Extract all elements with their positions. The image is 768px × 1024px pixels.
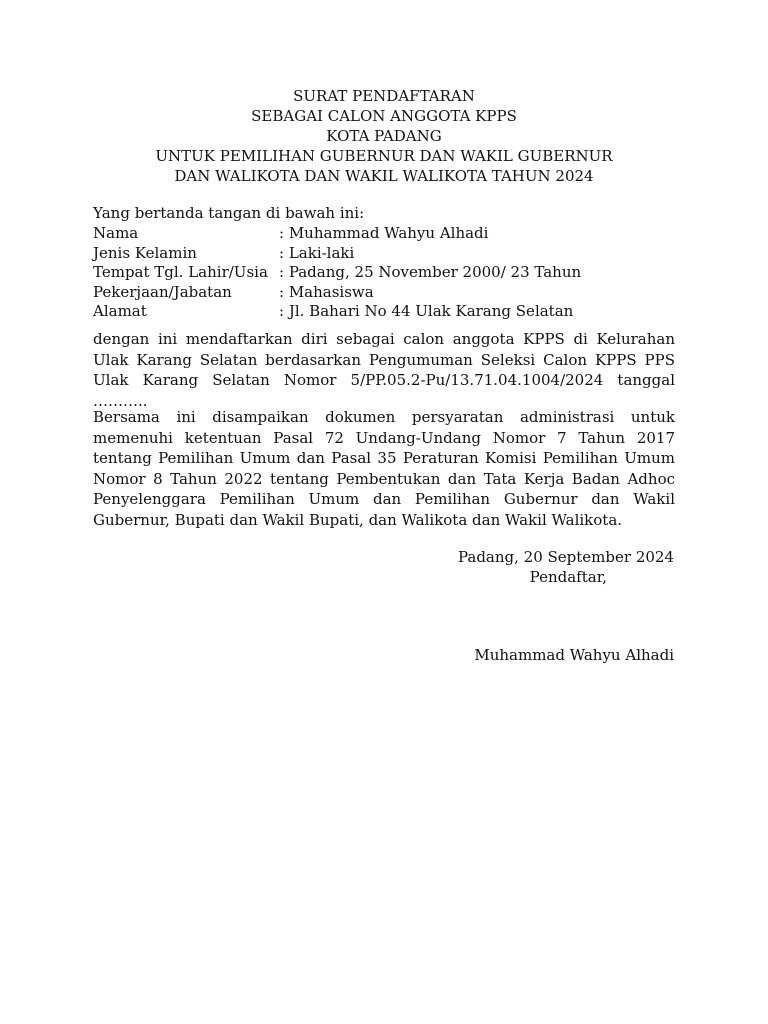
header-election-line-2: DAN WALIKOTA DAN WAKIL WALIKOTA TAHUN 2024: [174, 167, 594, 185]
field-row-jenis-kelamin: [93, 244, 581, 264]
registration-paragraph: dengan ini mendaftarkan diri sebagai calon anggota KPPS di Kelurahan Ulak Karang Selatan berdasarkan Pengumuman Seleksi Calon KPPS PPS Ulak Karang Selatan Nomor 5/PP.05.2-Pu/13.71.04.1004/2024 tanggal ………..: [93, 330, 675, 410]
field-label: Pekerjaan/Jabatan: [93, 282, 232, 301]
field-label: Jenis Kelamin: [93, 243, 197, 262]
intro-text: Yang bertanda tangan di bawah ini:: [93, 204, 365, 222]
documents-paragraph: Bersama ini disampaikan dokumen persyaratan administrasi untuk memenuhi ketentuan Pasal 72 Undang-Undang Nomor 7 Tahun 2017 tentang Pemilihan Umum dan Pasal 35 Peraturan Komisi Pemilihan Umum Nomor 8 Tahun 2022 tentang Pembentukan dan Tata Kerja Badan Adhoc Penyelenggara Pemilihan Umum dan Pemilihan Gubernur dan Wakil Gubernur, Bupati dan Wakil Bupati, dan Walikota dan Wakil Walikota.: [93, 408, 675, 529]
document-header: [0, 86, 768, 186]
field-row-tempat-tgl-lahir: [93, 263, 581, 283]
signature-block: [458, 547, 674, 587]
identity-fields: [93, 224, 581, 322]
field-label: Tempat Tgl. Lahir/Usia: [93, 263, 268, 282]
header-city-line: KOTA PADANG: [326, 127, 442, 145]
signer-name: Muhammad Wahyu Alhadi: [474, 646, 674, 664]
header-subtitle-line: SEBAGAI CALON ANGGOTA KPPS: [251, 107, 517, 125]
field-row-nama: [93, 224, 581, 244]
header-title-line: SURAT PENDAFTARAN: [293, 87, 475, 105]
field-label: Alamat: [93, 302, 147, 321]
field-value: : Mahasiswa: [279, 282, 374, 301]
field-value: : Muhammad Wahyu Alhadi: [279, 224, 489, 242]
field-row-alamat: [93, 302, 581, 322]
header-election-line: UNTUK PEMILIHAN GUBERNUR DAN WAKIL GUBERNUR: [155, 147, 613, 165]
field-value: : Padang, 25 November 2000/ 23 Tahun: [279, 263, 582, 282]
field-row-pekerjaan: [93, 283, 581, 303]
place-date: Padang, 20 September 2024: [457, 548, 674, 566]
field-label: Nama: [93, 224, 139, 242]
field-value: : Jl. Bahari No 44 Ulak Karang Selatan: [279, 302, 574, 321]
field-value: : Laki-laki: [279, 243, 355, 262]
signer-role: Pendaftar,: [529, 568, 607, 586]
